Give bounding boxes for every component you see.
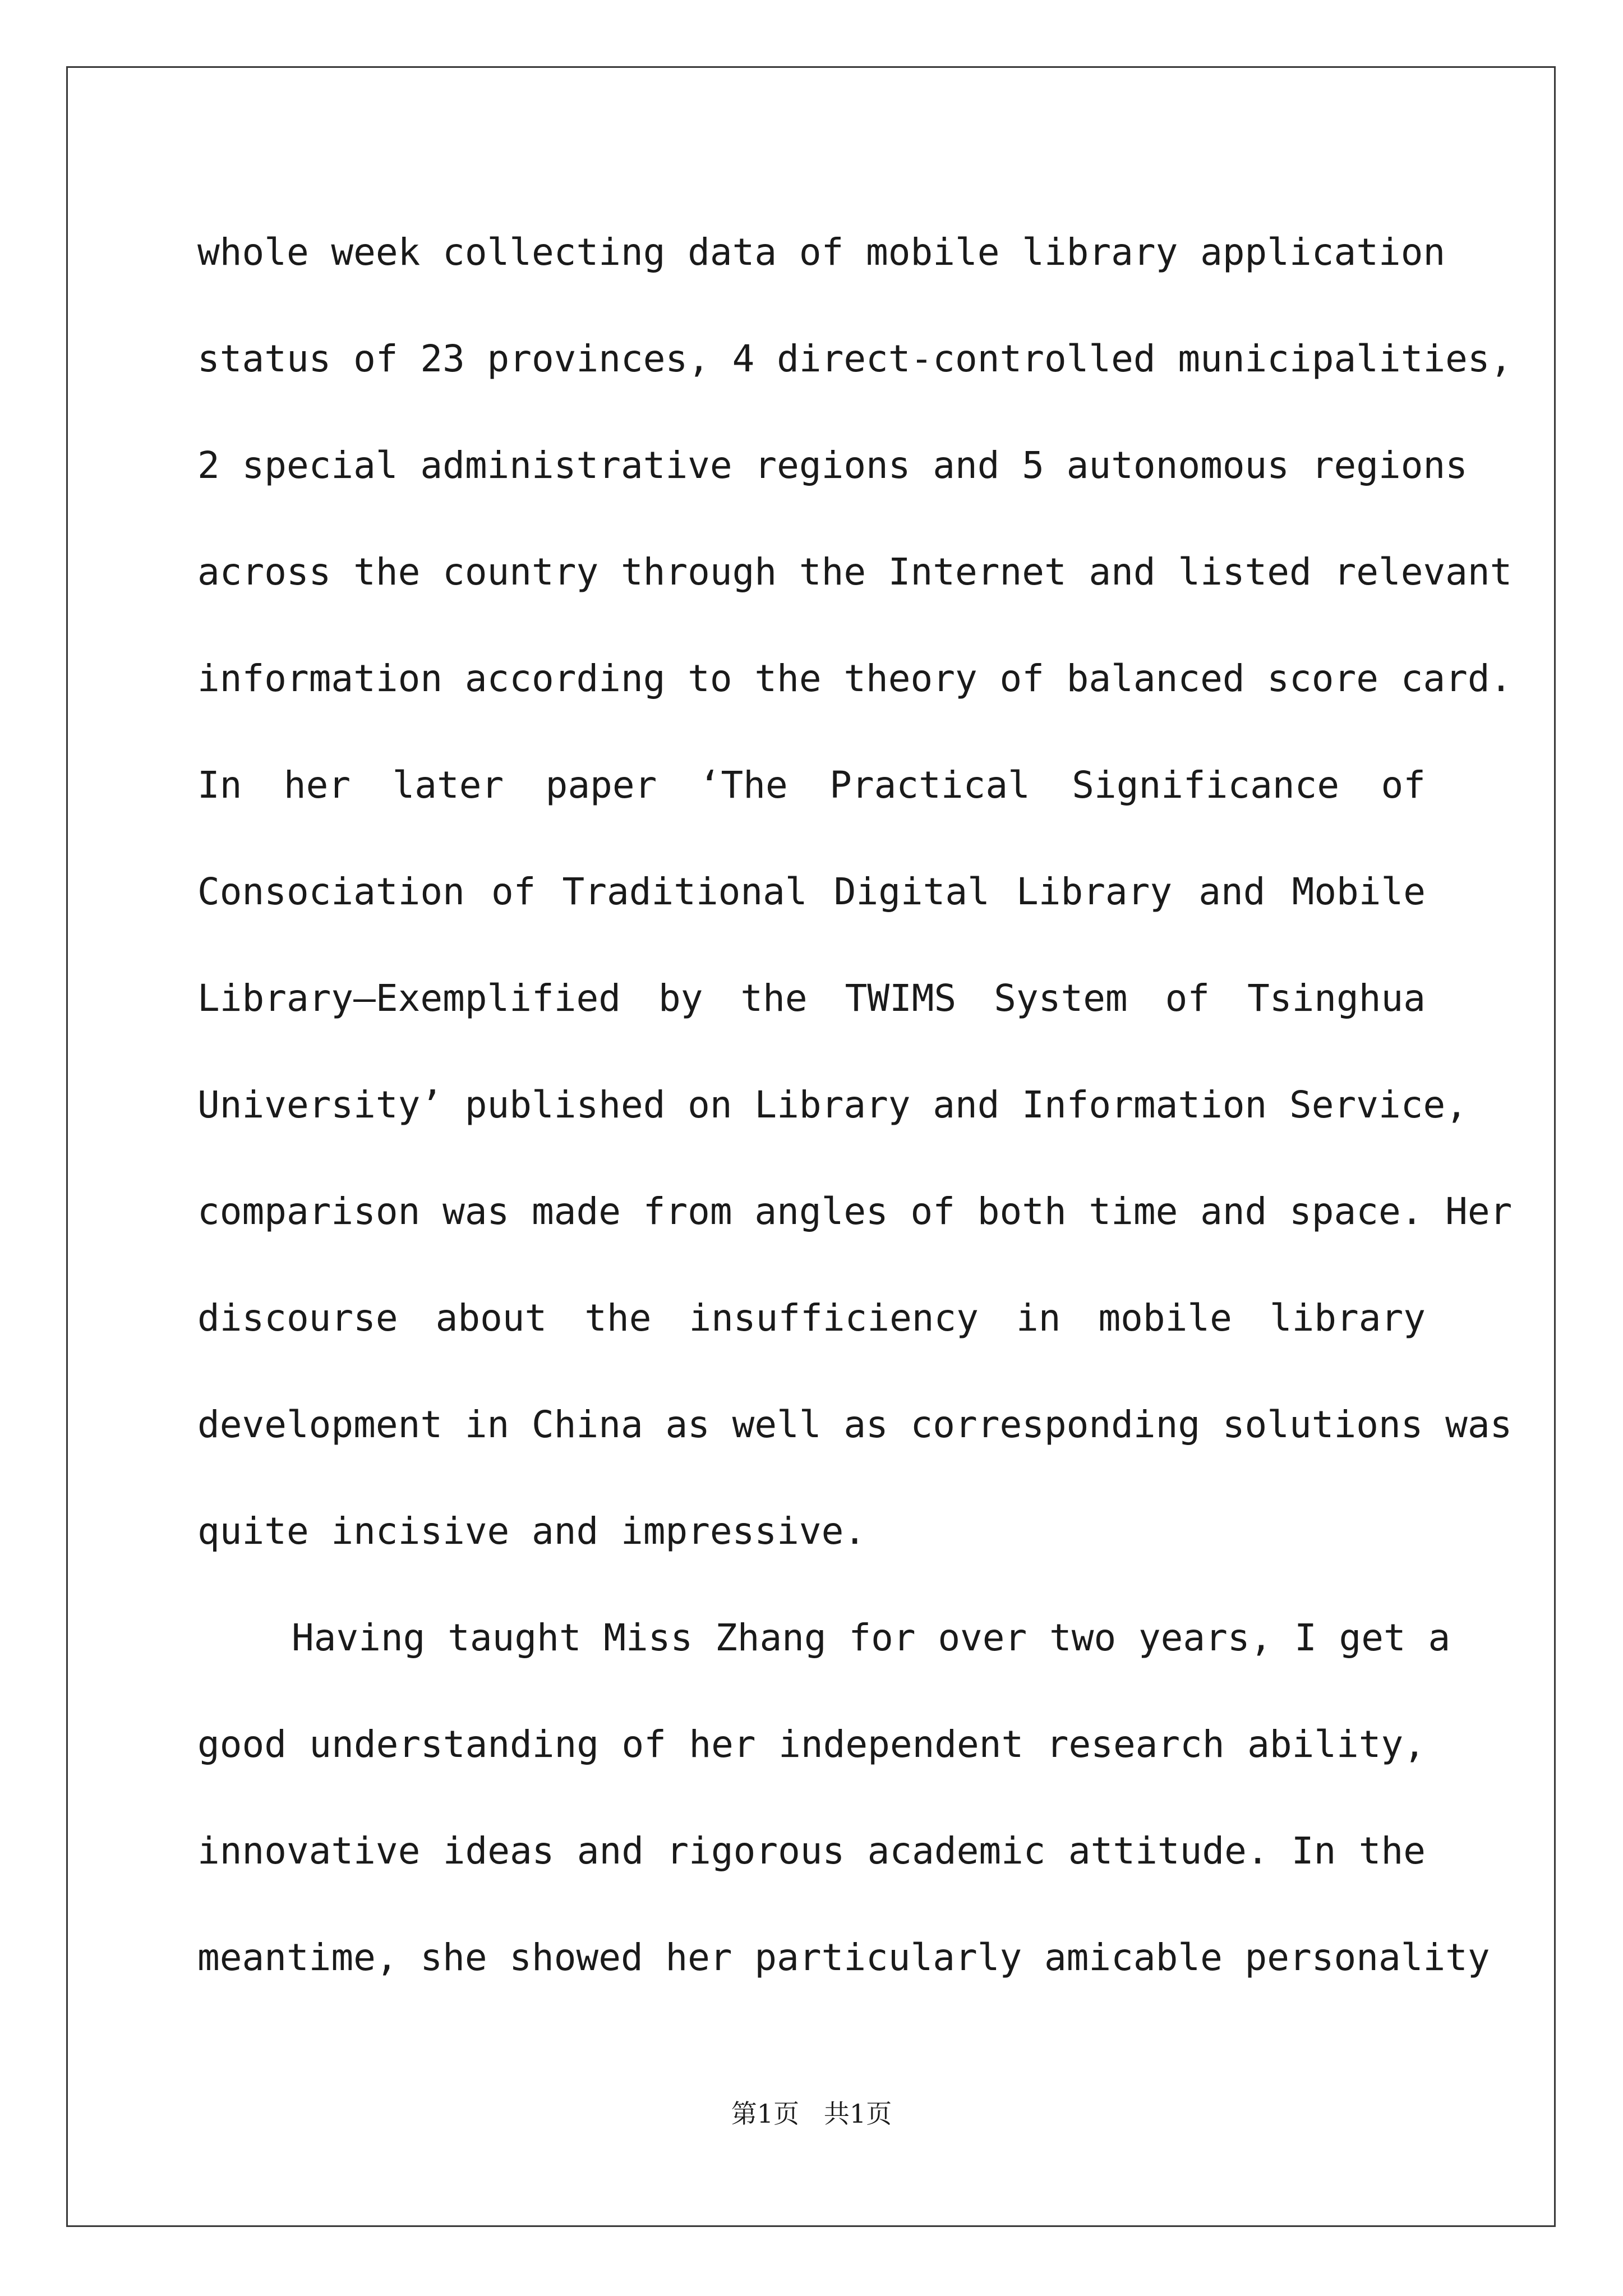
text-line: In her later paper ‘The Practical Significance of: [197, 763, 1426, 807]
text-line-paragraph-end: quite incisive and impressive.: [197, 1510, 866, 1553]
text-line: 2 special administrative regions and 5 autonomous regions: [197, 444, 1468, 487]
text-line: status of 23 provinces, 4 direct-controlled municipalities,: [197, 337, 1513, 380]
text-line: information according to the theory of balanced score card.: [197, 657, 1513, 700]
text-line: innovative ideas and rigorous academic attitude. In the: [197, 1829, 1426, 1872]
document-body: [197, 222, 1513, 2033]
text-line: good understanding of her independent research ability,: [197, 1723, 1426, 1766]
text-line: comparison was made from angles of both time and space. Her: [197, 1190, 1513, 1233]
text-line: University’ published on Library and Information Service,: [197, 1083, 1468, 1126]
page-number-footer: 第1页 共1页: [731, 2099, 892, 2129]
text-line-paragraph-start: Having taught Miss Zhang for over two years, I get a: [292, 1616, 1451, 1659]
text-line: whole week collecting data of mobile library application: [197, 231, 1446, 274]
text-line: development in China as well as corresponding solutions was: [197, 1403, 1513, 1446]
text-line: Library—Exemplified by the TWIMS System of Tsinghua: [197, 977, 1426, 1020]
text-line: discourse about the insufficiency in mobile library: [197, 1296, 1426, 1340]
text-line: across the country through the Internet and listed relevant: [197, 550, 1513, 593]
text-line: meantime, she showed her particularly amicable personality: [197, 1936, 1490, 1979]
text-line: Consociation of Traditional Digital Library and Mobile: [197, 870, 1426, 913]
